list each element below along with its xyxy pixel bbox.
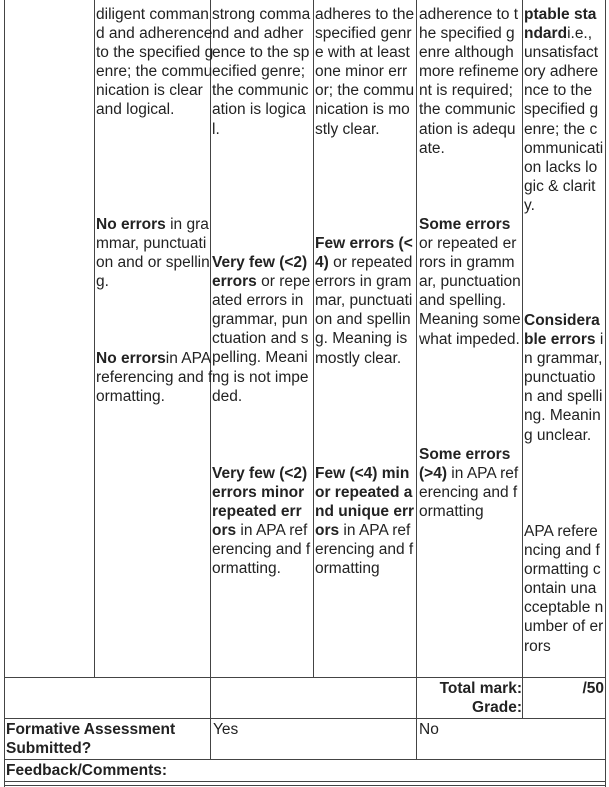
apa-criteria: No errorsin APA referencing and formatting. [96,350,213,406]
row-divider [4,718,606,719]
row-divider [4,759,606,760]
table-border-left [4,0,5,787]
formative-assessment-label: Formative Assessment Submitted? [6,721,176,757]
total-mark-value: /50 [582,680,604,697]
grammar-criteria: Considerable errors in grammar, punctuation and spelling. Meaning unclear. [524,312,604,444]
rubric-cell-satisfactory [419,5,521,677]
rubric-cell-excellent [96,5,214,677]
rubric-cell-very-good [212,5,311,677]
table-border-right [605,0,606,787]
apa-criteria: Very few (<2)errors minor repeated errors in APA referencing and formatting. [212,465,311,578]
criteria-description: adherence to the specified genre although more refinement is required; the communication is adequate. [419,6,519,157]
apa-criteria: Some errors (>4) in APA referencing and formatting [419,446,519,521]
rubric-cell-good [315,5,415,677]
apa-criteria: APA referencing and formatting contain unacceptable number of errors [524,523,604,655]
row-divider [4,677,606,678]
column-divider [94,0,95,678]
formative-yes-option[interactable]: Yes [213,721,239,738]
grammar-criteria: Very few (<2)errors or repeated errors in grammar, punctuation and spelling. Meaning is not impeded. [212,254,311,405]
total-mark-label: Total mark: [439,680,522,697]
column-divider [522,0,523,719]
column-divider [416,0,417,760]
grammar-criteria: Few errors (<4) or repeated errors in grammar, punctuation and spelling. Meaning is mostly clear. [315,235,413,367]
row-divider [4,785,606,786]
grammar-criteria: Some errors or repeated errors in grammar, punctuation and spelling. Meaning somewhat impeded. [419,216,521,348]
feedback-label: Feedback/Comments: [6,762,168,779]
rubric-cell-unsatisfactory [524,5,604,677]
grammar-criteria: No errors in grammar, punctuation and or spelling. [96,216,210,291]
row-divider [4,781,606,782]
criteria-description: adheres to the specified genre with at least one minor error; the communication is mostly clear. [315,6,415,138]
column-divider [313,0,314,678]
formative-no-option[interactable]: No [419,721,439,738]
criteria-description: ptable standardi.e., unsatisfactory adherence to the specified genre; the communication lacks logic & clarity. [524,6,604,214]
criteria-description: strong command and adherence to the specified genre; the communication is logical. [212,6,311,138]
grade-label: Grade: [472,699,522,716]
apa-criteria: Few (<4) minor repeated and unique errors in APA referencing and formatting [315,465,415,578]
criteria-description: diligent command and adherence to the specified genre; the communication is clear and logical. [96,6,214,119]
